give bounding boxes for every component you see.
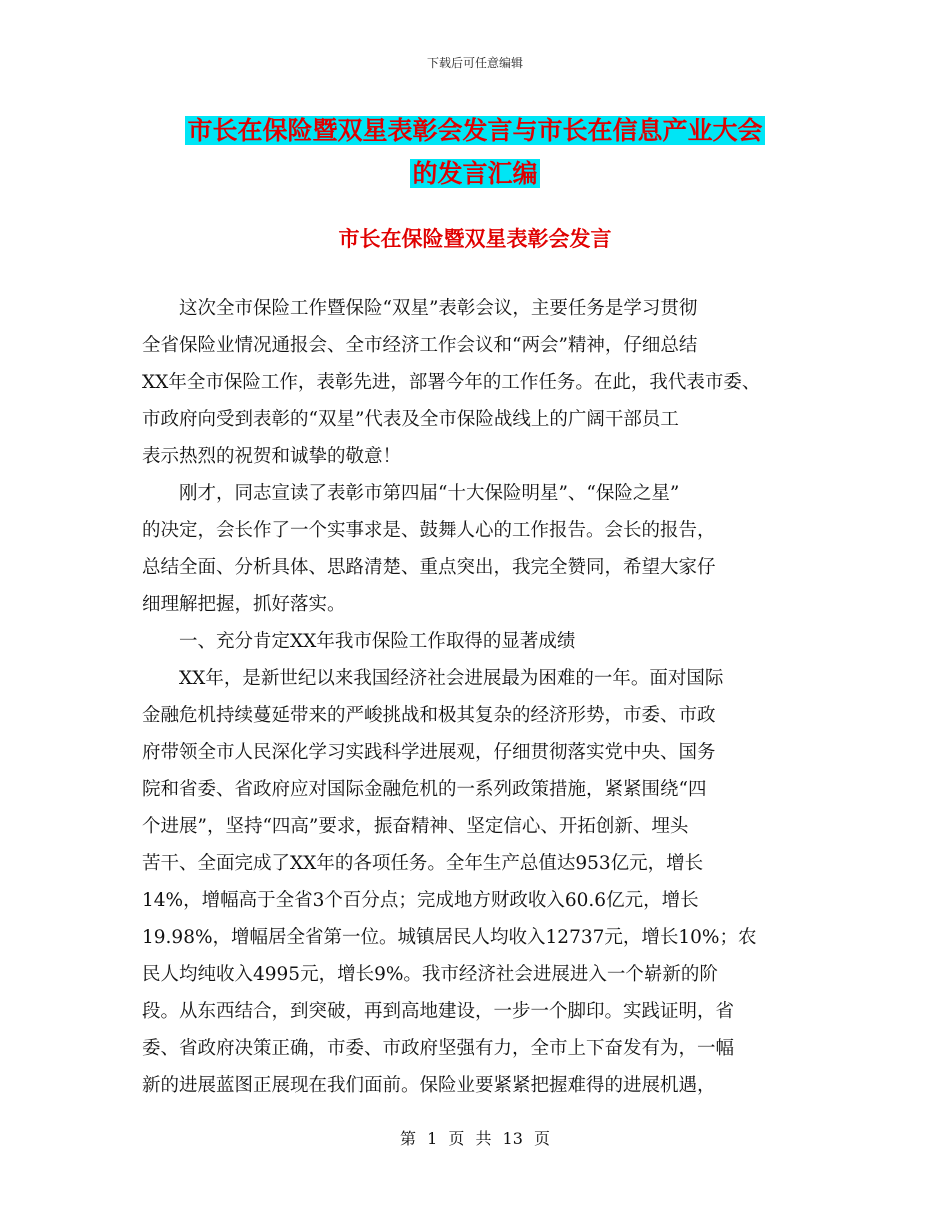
body-line: 全省保险业情况通报会、全市经济工作会议和“两会”精神，仔细总结 — [142, 335, 698, 356]
body-line: 段。从东西结合，到突破，再到高地建设，一步一个脚印。实践证明，省 — [142, 1001, 735, 1022]
main-title-line-2 — [0, 154, 950, 194]
body-line: 个进展”，坚持“四高”要求，振奋精神、坚定信心、开拓创新、埋头 — [142, 816, 689, 837]
body-line: 新的进展蓝图正展现在我们面前。保险业要紧紧把握难得的进展机遇， — [142, 1075, 716, 1096]
body-line: 总结全面、分析具体、思路清楚、重点突出，我完全赞同，希望大家仔 — [142, 557, 716, 578]
body-line: 一、充分肯定XX年我市保险工作取得的显著成绩 — [142, 631, 576, 652]
main-title-line-2-text: 的发言汇编 — [412, 159, 538, 188]
body-line: 14%，增幅高于全省3个百分点；完成地方财政收入60.6亿元，增长 — [142, 890, 699, 911]
section-title: 市长在保险暨双星表彰会发言 — [338, 227, 612, 251]
header-note: 下载后可任意编辑 — [426, 56, 523, 70]
body-line: XX年，是新世纪以来我国经济社会进展最为困难的一年。面对国际 — [142, 668, 724, 689]
body-line: 苦干、全面完成了XX年的各项任务。全年生产总值达953亿元，增长 — [142, 853, 704, 874]
body-line: 民人均纯收入4995元，增长9%。我市经济社会进展进入一个崭新的阶 — [142, 964, 718, 985]
body-line: 的决定，会长作了一个实事求是、鼓舞人心的工作报告。会长的报告， — [142, 520, 716, 541]
body-line: XX年全市保险工作，表彰先进，部署今年的工作任务。在此，我代表市委、 — [142, 372, 761, 393]
main-title-line-1 — [0, 111, 950, 151]
body-line: 市政府向受到表彰的“双星”代表及全市保险战线上的广阔干部员工 — [142, 409, 679, 430]
main-title-line-1-text: 市长在保险暨双星表彰会发言与市长在信息产业大会 — [187, 116, 763, 145]
body-line: 府带领全市人民深化学习实践科学进展观，仔细贯彻落实党中央、国务 — [142, 742, 716, 763]
body-line: 这次全市保险工作暨保险“双星”表彰会议，主要任务是学习贯彻 — [142, 298, 698, 319]
body-line: 19.98%，增幅居全省第一位。城镇居民人均收入12737元，增长10%；农 — [142, 927, 757, 948]
body-line: 刚才，同志宣读了表彰市第四届“十大保险明星”、“保险之星” — [142, 483, 680, 504]
body-line: 表示热烈的祝贺和诚挚的敬意！ — [142, 446, 402, 467]
body-line: 委、省政府决策正确，市委、市政府坚强有力，全市上下奋发有为，一幅 — [142, 1038, 735, 1059]
page-footer: 第 1 页 共 13 页 — [400, 1129, 550, 1148]
body-line: 细理解把握，抓好落实。 — [142, 594, 346, 615]
body-line: 院和省委、省政府应对国际金融危机的一系列政策措施，紧紧围绕“四 — [142, 779, 707, 800]
body-line: 金融危机持续蔓延带来的严峻挑战和极其复杂的经济形势，市委、市政 — [142, 705, 716, 726]
